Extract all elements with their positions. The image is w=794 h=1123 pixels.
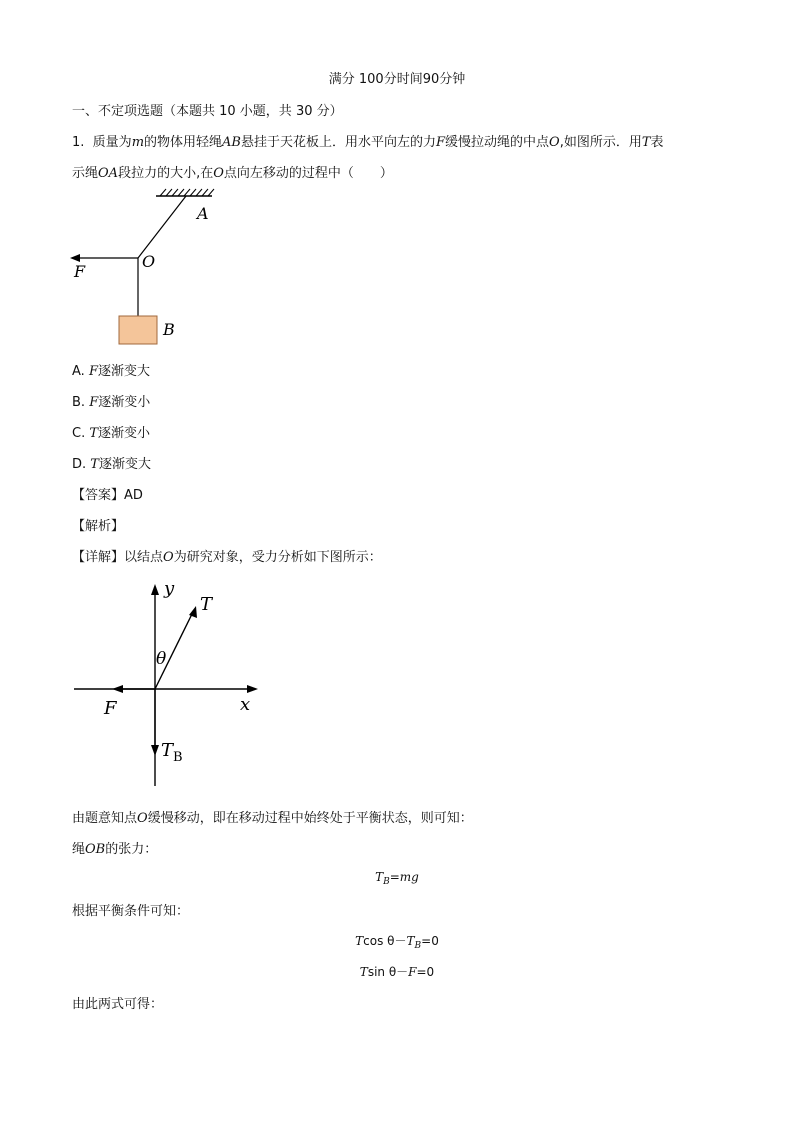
detail-tag: 【详解】 <box>72 550 125 565</box>
body-text: 缓慢移动，即在移动过程中始终处于平衡状态，则可知： <box>147 811 473 826</box>
question-text: 点向左移动的过程中（ ） <box>223 166 393 181</box>
option-letter: A. <box>72 364 85 379</box>
question-text: 悬挂于天花板上．用水平向左的力 <box>240 135 436 150</box>
question-text: 缓慢拉动绳的中点 <box>445 135 550 150</box>
var-f: F <box>436 135 446 150</box>
label-tb: $T_B$ <box>161 740 183 765</box>
page-title: 满分 100分时间90分钟 <box>328 72 466 87</box>
question-text: 质量为 <box>92 135 132 150</box>
var-ob: OB <box>85 842 106 857</box>
label-a: A <box>197 204 209 223</box>
detail-line <box>72 546 382 565</box>
detail-text: 为研究对象，受力分析如下图所示： <box>173 550 382 565</box>
analysis-tag: 【解析】 <box>72 519 125 534</box>
var-ab: AB <box>222 135 241 150</box>
y-arrow-icon <box>151 584 159 595</box>
question-text: ,如图所示．用 <box>559 135 642 150</box>
answer-value: AD <box>124 488 143 503</box>
question-number: 1. <box>72 135 85 150</box>
ceiling <box>156 189 214 196</box>
f-arrow-icon <box>112 685 123 693</box>
question-text: 段拉力的大小,在 <box>118 166 214 181</box>
var-o: O <box>163 550 174 565</box>
option-text: 逐渐变大 <box>98 457 151 472</box>
question-text-line2 <box>72 162 393 181</box>
figure-rope-diagram <box>60 188 240 358</box>
eq-var: =mg <box>389 870 419 884</box>
var-o: O <box>213 166 224 181</box>
var-t: T <box>641 135 651 150</box>
rope-oa <box>138 196 186 258</box>
option-text: 逐渐变小 <box>98 395 151 410</box>
label-o: O <box>142 252 156 271</box>
question-text: 示绳 <box>72 166 99 181</box>
body-line2 <box>72 838 157 857</box>
eq-var: T <box>359 965 368 979</box>
arrowhead-icon <box>70 254 80 262</box>
question-text-line1 <box>72 131 664 150</box>
body-text: 的张力： <box>105 842 158 857</box>
option-var: F <box>89 395 99 410</box>
eq-var: F <box>408 965 417 979</box>
var-o: O <box>549 135 560 150</box>
body-text: 由题意知点 <box>72 811 138 826</box>
option-letter: B. <box>72 395 86 410</box>
question-text: 的物体用轻绳 <box>144 135 223 150</box>
body-line4: 由此两式可得： <box>72 997 164 1012</box>
var-oa: OA <box>98 166 119 181</box>
answer-tag: 【答案】 <box>72 488 125 503</box>
option-letter: C. <box>72 426 86 441</box>
label-f: F <box>74 262 86 281</box>
x-arrow-icon <box>247 685 258 693</box>
question-text: 表 <box>650 135 664 150</box>
eq-var: T <box>355 934 364 948</box>
answer-line <box>72 484 143 503</box>
block-b <box>119 316 157 344</box>
option-var: T <box>90 457 99 472</box>
option-text: 逐渐变小 <box>98 426 151 441</box>
eq-sub: B <box>383 877 390 887</box>
option-d[interactable] <box>72 453 151 472</box>
equation-2 <box>0 932 794 951</box>
equation-3 <box>0 963 794 980</box>
equation-1 <box>0 870 794 887</box>
detail-text: 以结点 <box>124 550 164 565</box>
eq-var: T <box>375 870 384 884</box>
tb-arrow-icon <box>151 745 159 756</box>
option-var: T <box>89 426 99 441</box>
label-y: y <box>164 578 175 599</box>
figure-force-diagram <box>70 578 280 793</box>
option-var: F <box>88 364 98 379</box>
label-b: B <box>163 320 175 339</box>
eq-text: =0 <box>421 934 439 948</box>
eq-sub: B <box>414 941 422 951</box>
body-line3: 根据平衡条件可知： <box>72 904 190 919</box>
eq-text: cos θ－ <box>363 934 407 948</box>
eq-text: =0 <box>416 965 435 979</box>
body-line1 <box>72 807 473 826</box>
body-text: 绳 <box>72 842 86 857</box>
option-c[interactable] <box>72 422 150 441</box>
option-a[interactable] <box>72 360 150 379</box>
label-t: T <box>200 594 213 615</box>
option-text: 逐渐变大 <box>97 364 150 379</box>
label-theta: θ <box>156 649 167 669</box>
label-x: x <box>240 694 251 715</box>
eq-text: sin θ－ <box>367 965 409 979</box>
var-m: m <box>131 135 145 150</box>
section-title: 一、不定项选题（本题共 10 小题，共 30 分） <box>72 104 343 119</box>
label-f: F <box>104 698 117 719</box>
option-letter: D. <box>72 457 87 472</box>
var-o: O <box>137 811 148 826</box>
option-b[interactable] <box>72 391 150 410</box>
eq-var: T <box>406 934 415 948</box>
